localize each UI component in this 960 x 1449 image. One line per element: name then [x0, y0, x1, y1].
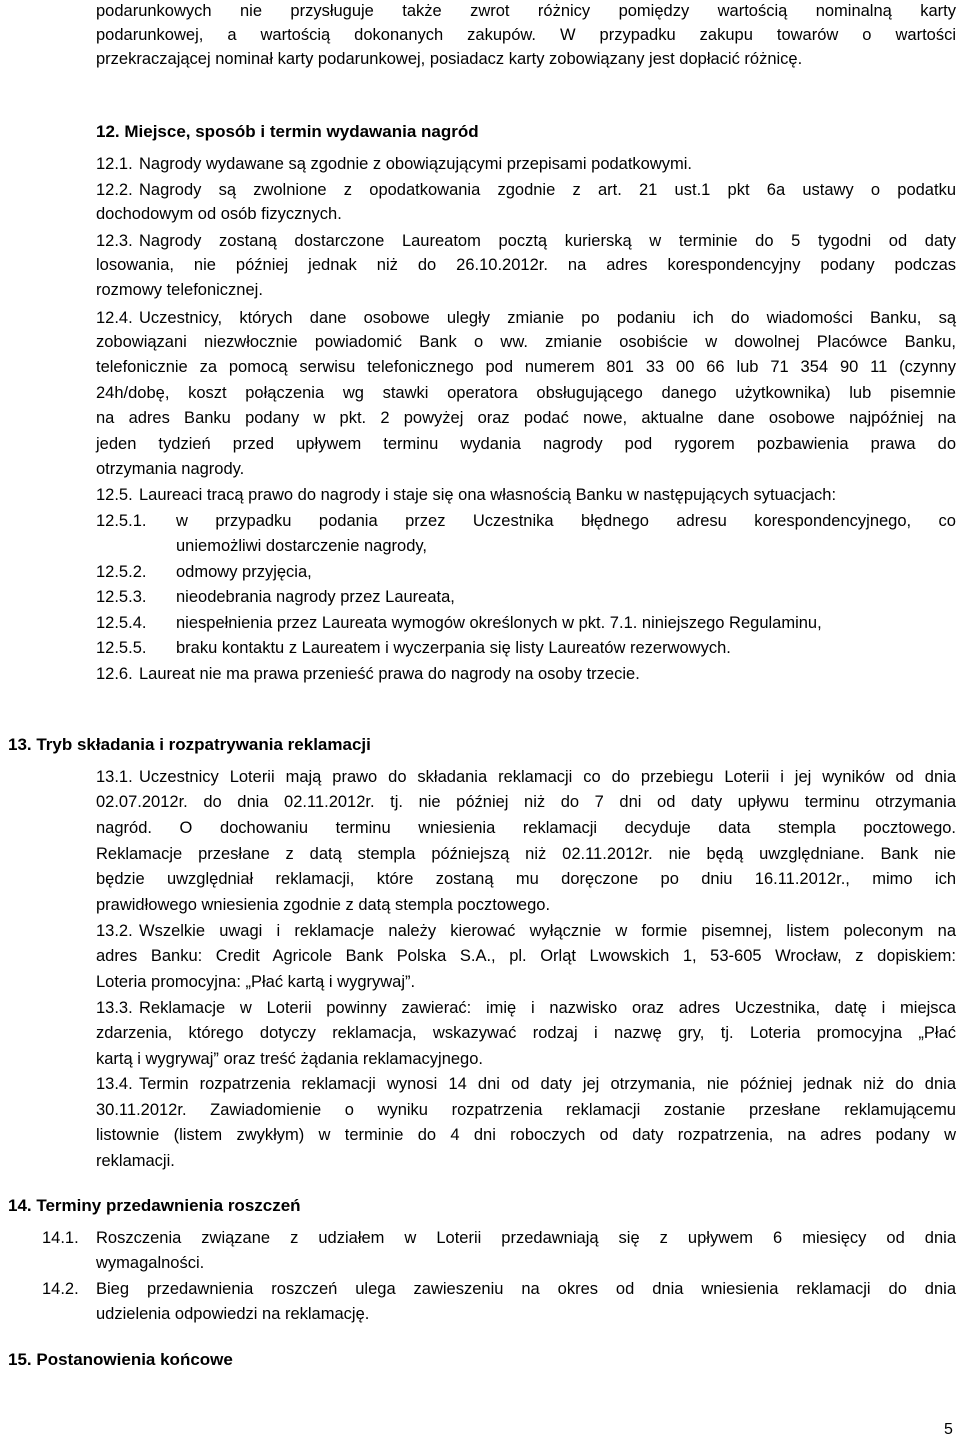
- para-14-1-line-1: Roszczenia związane z udziałem w Loterii przedawniają się z upływem 6 miesięcy od dnia: [96, 1229, 956, 1247]
- para-12-5-2-number: 12.5.2.: [96, 563, 147, 581]
- para-12-3-line-1: Nagrody zostaną dostarczone Laureatom pocztą kurierską w terminie do 5 tygodni od daty: [139, 232, 956, 250]
- para-13-2-line-1: Wszelkie uwagi i reklamacje należy kierować wyłącznie w formie pisemnej, listem poleconym na: [139, 922, 956, 940]
- para-12-5-3-line-1: nieodebrania nagrody przez Laureata,: [176, 588, 455, 606]
- para-12-5-1-number: 12.5.1.: [96, 512, 147, 530]
- para-13-4-line-1: Termin rozpatrzenia reklamacji wynosi 14 dni od daty jej otrzymania, nie później jednak niż do dnia: [139, 1075, 956, 1093]
- para-12-2-line-1: Nagrody są zwolnione z opodatkowania zgodnie z art. 21 ust.1 pkt 6a ustawy o podatku: [139, 181, 956, 199]
- para-12-1-line-1: Nagrody wydawane są zgodnie z obowiązującymi przepisami podatkowymi.: [139, 155, 693, 173]
- para-13-4-line-3: listownie (listem zwykłym) w terminie do 4 dni roboczych od daty rozpatrzenia, na adres podany w: [96, 1126, 956, 1144]
- para-12-4-line-1: Uczestnicy, których dane osobowe uległy zmianie po podaniu ich do wiadomości Banku, są: [139, 309, 956, 327]
- section-13-heading: 13. Tryb składania i rozpatrywania reklamacji: [8, 735, 371, 754]
- section-15-heading: 15. Postanowienia końcowe: [8, 1350, 233, 1369]
- page-number: 5: [944, 1421, 953, 1438]
- para-13-1-line-4: Reklamacje przesłane z datą stempla późniejszą niż 02.11.2012r. nie będą uwzględniane. Bank nie: [96, 845, 956, 863]
- para-12-4-line-5: na adres Banku podany w pkt. 2 powyżej oraz podać nowe, aktualne dane osobowe najpóźniej na: [96, 409, 956, 427]
- para-12-5-1-line-1: w przypadku podania przez Uczestnika błędnego adresu korespondencyjnego, co: [176, 512, 956, 530]
- para-13-1-number: 13.1.: [96, 768, 133, 786]
- para-14-1-number: 14.1.: [42, 1229, 79, 1247]
- para-12-3-number: 12.3.: [96, 232, 133, 250]
- para-12-4-line-4: 24h/dobę, koszt połączenia wg stawki operatora obsługującego danego użytkownika) lub pisemnie: [96, 384, 956, 402]
- para-13-1-line-3: nagród. O dochowaniu terminu wniesienia reklamacji decyduje data stempla pocztowego.: [96, 819, 956, 837]
- para-12-5-1-line-2: uniemożliwi dostarczenie nagrody,: [176, 537, 427, 555]
- para-12-4-number: 12.4.: [96, 309, 133, 327]
- para-13-1-line-6: prawidłowego wniesienia zgodnie z datą stempla pocztowego.: [96, 896, 551, 914]
- para-12-5-number: 12.5.: [96, 486, 133, 504]
- para-14-1-line-2: wymagalności.: [96, 1254, 205, 1272]
- para-12-2-line-2: dochodowym od osób fizycznych.: [96, 205, 342, 223]
- para-14-2-number: 14.2.: [42, 1280, 79, 1298]
- intro-line-3: przekraczającej nominał karty podarunkowej, posiadacz karty zobowiązany jest dopłacić różnicę.: [96, 50, 803, 68]
- intro-line-2: podarunkowej, a wartością dokonanych zakupów. W przypadku zakupu towarów o wartości: [96, 26, 956, 44]
- para-13-1-line-2: 02.07.2012r. do dnia 02.11.2012r. tj. nie później niż do 7 dni od daty upływu terminu otrzymania: [96, 793, 956, 811]
- para-12-1-number: 12.1.: [96, 155, 133, 173]
- para-13-4-line-2: 30.11.2012r. Zawiadomienie o wyniku rozpatrzenia reklamacji zostanie przesłane reklamującemu: [96, 1101, 956, 1119]
- section-14-heading: 14. Terminy przedawnienia roszczeń: [8, 1196, 301, 1215]
- para-13-3-line-3: kartą i wygrywaj” oraz treść żądania reklamacyjnego.: [96, 1050, 483, 1068]
- para-13-3-number: 13.3.: [96, 999, 133, 1017]
- para-12-5-4-number: 12.5.4.: [96, 614, 147, 632]
- para-12-6-number: 12.6.: [96, 665, 133, 683]
- para-13-3-line-1: Reklamacje w Loterii powinny zawierać: imię i nazwisko oraz adres Uczestnika, datę i miejsca: [139, 999, 956, 1017]
- para-12-3-line-2: losowania, nie później jednak niż do 26.10.2012r. na adres korespondencyjny podany podczas: [96, 256, 956, 274]
- intro-line-1: podarunkowych nie przysługuje także zwrot różnicy pomiędzy wartością nominalną karty: [96, 2, 956, 20]
- para-13-4-line-4: reklamacji.: [96, 1152, 175, 1170]
- para-13-1-line-1: Uczestnicy Loterii mają prawo do składania reklamacji co do przebiegu Loterii i jej wyników od dnia: [139, 768, 956, 786]
- para-12-5-3-number: 12.5.3.: [96, 588, 147, 606]
- para-12-3-line-3: rozmowy telefonicznej.: [96, 281, 263, 299]
- section-12-heading: 12. Miejsce, sposób i termin wydawania nagród: [96, 122, 479, 141]
- para-13-1-line-5: będzie uwzględniał reklamacji, które zostaną mu doręczone po dniu 16.11.2012r., mimo ich: [96, 870, 956, 888]
- para-12-5-5-number: 12.5.5.: [96, 639, 147, 657]
- para-12-4-line-7: otrzymania nagrody.: [96, 460, 245, 478]
- para-12-5-2-line-1: odmowy przyjęcia,: [176, 563, 312, 581]
- para-12-4-line-3: telefonicznie za pomocą serwisu telefonicznego pod numerem 801 33 00 66 lub 71 354 90 11 (czynny: [96, 358, 956, 376]
- para-12-5-5-line-1: braku kontaktu z Laureatem i wyczerpania się listy Laureatów rezerwowych.: [176, 639, 731, 657]
- para-13-2-number: 13.2.: [96, 922, 133, 940]
- para-13-4-number: 13.4.: [96, 1075, 133, 1093]
- para-14-2-line-1: Bieg przedawnienia roszczeń ulega zawieszeniu na okres od dnia wniesienia reklamacji do dnia: [96, 1280, 956, 1298]
- para-12-5-line-1: Laureaci tracą prawo do nagrody i staje się ona własnością Banku w następujących sytuacjach:: [139, 486, 837, 504]
- para-14-2-line-2: udzielenia odpowiedzi na reklamację.: [96, 1305, 370, 1323]
- para-12-4-line-2: zobowiązani niezwłocznie powiadomić Bank o ww. zmianie osobiście w dowolnej Placówce Banku,: [96, 333, 956, 351]
- para-12-6-line-1: Laureat nie ma prawa przenieść prawa do nagrody na osoby trzecie.: [139, 665, 640, 683]
- para-12-2-number: 12.2.: [96, 181, 133, 199]
- para-13-2-line-2: adres Banku: Credit Agricole Bank Polska S.A., pl. Orląt Lwowskich 1, 53-605 Wrocław, z dopiskiem:: [96, 947, 956, 965]
- para-12-5-4-line-1: niespełnienia przez Laureata wymogów określonych w pkt. 7.1. niniejszego Regulaminu,: [176, 614, 822, 632]
- para-12-4-line-6: jeden tydzień przed upływem terminu wydania nagrody pod rygorem pozbawienia prawa do: [96, 435, 956, 453]
- para-13-3-line-2: zdarzenia, którego dotyczy reklamacja, wskazywać rodzaj i nazwę gry, tj. Loteria promocyjna „Płać: [96, 1024, 956, 1042]
- para-13-2-line-3: Loteria promocyjna: „Płać kartą i wygrywaj”.: [96, 973, 416, 991]
